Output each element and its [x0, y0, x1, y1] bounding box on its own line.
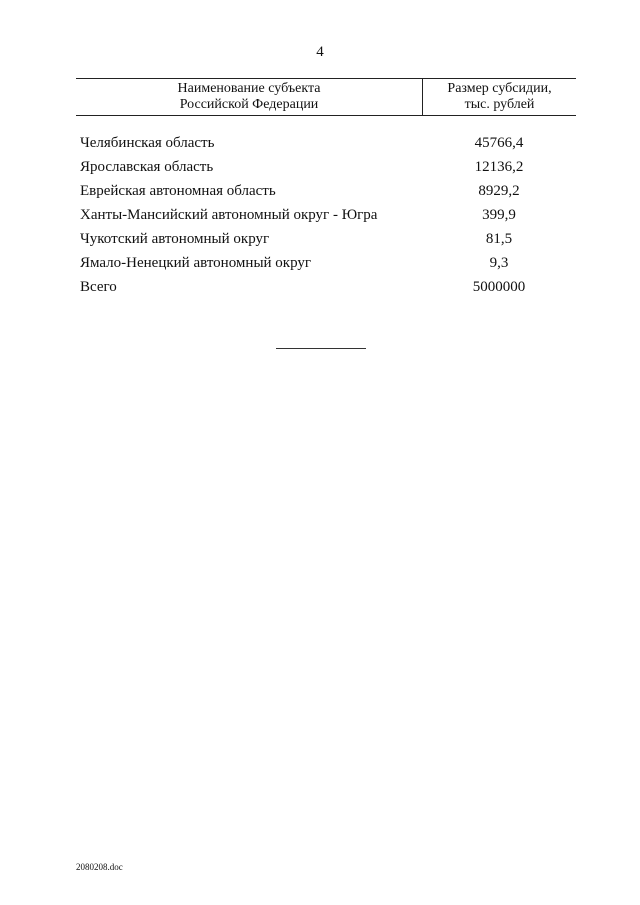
header-subsidy-size-line1: Размер субсидии, [447, 81, 552, 96]
table-body [76, 131, 576, 299]
page-number: 4 [316, 44, 324, 60]
row-subject-name: Челябинская область [80, 134, 215, 151]
row-subsidy-value: 399,9 [482, 206, 516, 223]
table-row [76, 227, 576, 251]
footer-file-name: 2080208.doc [76, 862, 123, 872]
table-row-total [76, 275, 576, 299]
table-row [76, 251, 576, 275]
row-total-label: Всего [80, 278, 117, 295]
table-row [76, 155, 576, 179]
row-subject-name: Чукотский автономный округ [80, 230, 270, 247]
header-subject-name-line1: Наименование субъекта [177, 81, 321, 96]
header-subsidy-size [422, 79, 576, 115]
row-subsidy-value: 45766,4 [474, 134, 524, 151]
header-subject-name [76, 79, 422, 115]
end-separator-line [276, 348, 366, 349]
table-row [76, 131, 576, 155]
row-subject-name: Еврейская автономная область [80, 182, 276, 199]
table-row [76, 179, 576, 203]
row-subsidy-value: 81,5 [485, 230, 513, 247]
row-subject-name: Ярославская область [80, 158, 214, 175]
row-subject-name: Ханты-Мансийский автономный округ - Югра [80, 206, 378, 223]
row-subsidy-value: 12136,2 [474, 158, 524, 175]
row-subsidy-value: 9,3 [489, 254, 509, 271]
table-header [76, 78, 576, 116]
header-subsidy-size-line2: тыс. рублей [464, 97, 535, 112]
subsidy-table [76, 78, 576, 299]
table-row [76, 203, 576, 227]
row-subject-name: Ямало-Ненецкий автономный округ [80, 254, 312, 271]
row-total-value: 5000000 [472, 278, 526, 295]
row-subsidy-value: 8929,2 [478, 182, 520, 199]
header-subject-name-line2: Российской Федерации [179, 97, 319, 112]
